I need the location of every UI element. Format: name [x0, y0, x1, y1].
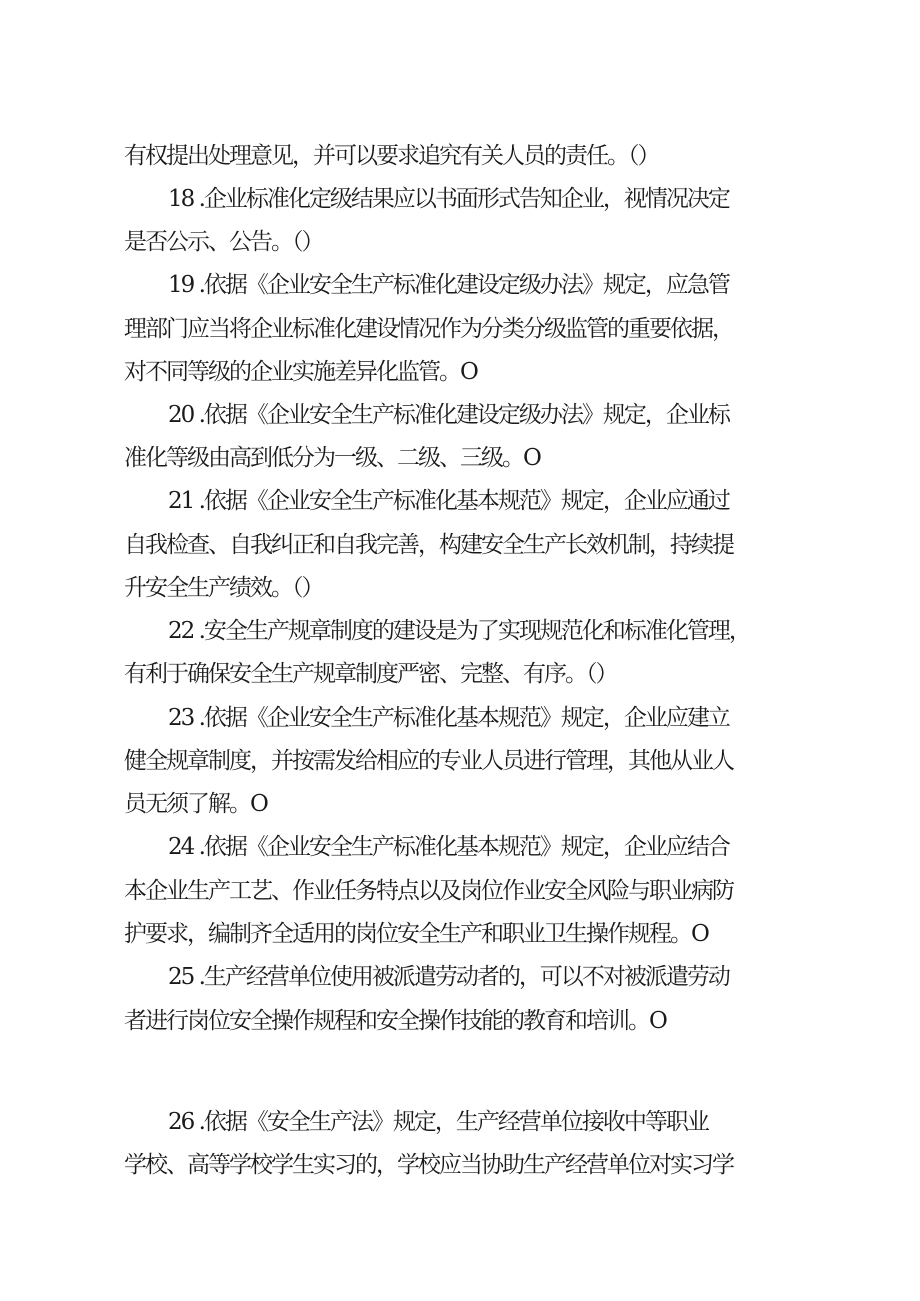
question-18-line-1: 18 .企业标准化定级结果应以书面形式告知企业，视情况决定 [168, 186, 729, 212]
question-22-line-2: 有利于确保安全生产规章制度严密、完整、有序。（） [124, 661, 617, 687]
question-19-line-1: 19 .依据《企业安全生产标准化建设定级办法》规定，应急管 [168, 272, 729, 298]
question-24-line-1: 24 .依据《企业安全生产标准化基本规范》规定，企业应结合 [168, 834, 729, 860]
question-20-line-2: 准化等级由高到低分为一级、二级、三级。O [124, 445, 540, 471]
question-26-line-1: 26 .依据《安全生产法》规定，生产经营单位接收中等职业 [168, 1109, 708, 1135]
question-22-line-1: 22 .安全生产规章制度的建设是为了实现规范化和标准化管理， [168, 618, 750, 644]
question-21-line-1: 21 .依据《企业安全生产标准化基本规范》规定，企业应通过 [168, 488, 729, 514]
question-23-line-2: 健全规章制度，并按需发给相应的专业人员进行管理，其他从业人 [124, 748, 733, 774]
question-19-line-3: 对不同等级的企业实施差异化监管。O [124, 359, 477, 385]
question-26-line-2: 学校、高等学校学生实习的，学校应当协助生产经营单位对实习学 [124, 1152, 733, 1178]
question-25-line-2: 者进行岗位安全操作规程和安全操作技能的教育和培训。O [124, 1008, 666, 1034]
question-24-line-3: 护要求，编制齐全适用的岗位安全生产和职业卫生操作规程。O [124, 921, 708, 947]
text-line: 有权提出处理意见，并可以要求追究有关人员的责任。（） [124, 143, 659, 169]
question-23-line-1: 23 .依据《企业安全生产标准化基本规范》规定，企业应建立 [168, 705, 729, 731]
question-23-line-3: 员无须了解。O [124, 791, 267, 817]
question-20-line-1: 20 .依据《企业安全生产标准化建设定级办法》规定，企业标 [168, 402, 729, 428]
question-21-line-2: 自我检查、自我纠正和自我完善，构建安全生产长效机制，持续提 [124, 532, 733, 558]
question-25-line-1: 25 .生产经营单位使用被派遣劳动者的，可以不对被派遣劳动 [168, 964, 729, 990]
question-19-line-2: 理部门应当将企业标准化建设情况作为分类分级监管的重要依据， [124, 316, 733, 342]
question-21-line-3: 升安全生产绩效。（） [124, 575, 323, 601]
question-18-line-2: 是否公示、公告。（） [124, 229, 323, 255]
question-24-line-2: 本企业生产工艺、作业任务特点以及岗位作业安全风险与职业病防 [124, 878, 733, 904]
